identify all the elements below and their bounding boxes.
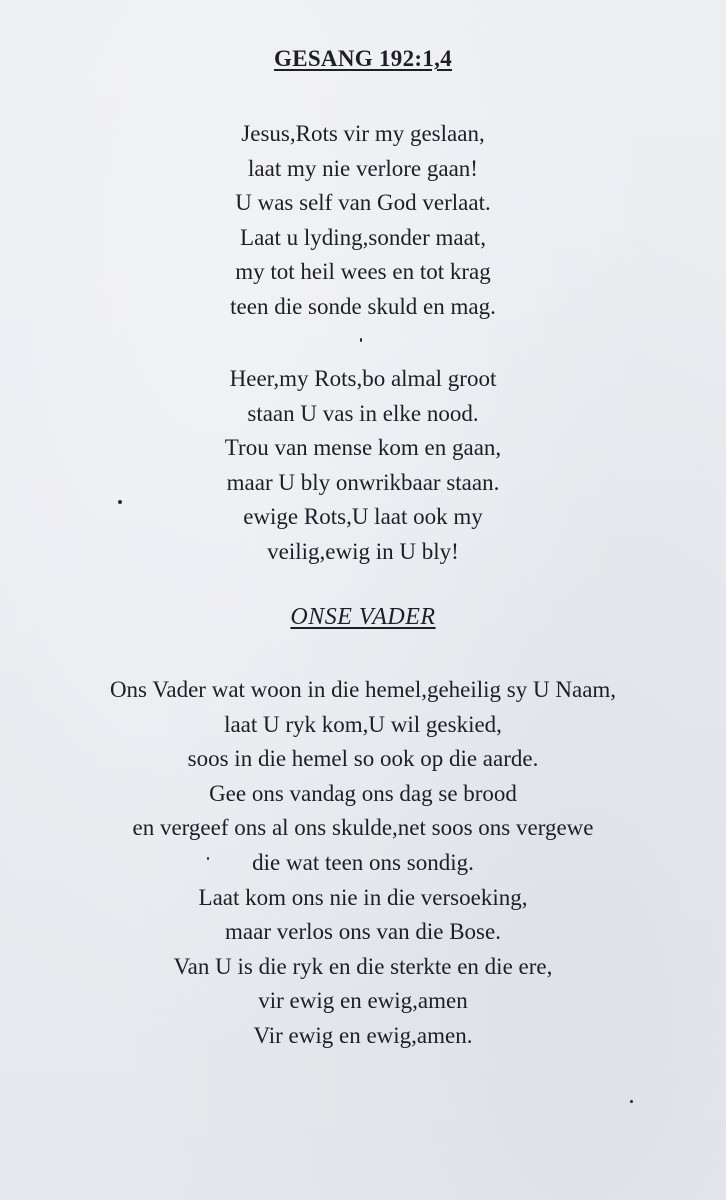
- verse-line: maar U bly onwrikbaar staan.: [226, 469, 500, 495]
- prayer-line: en vergeef ons al ons skulde,net soos ons vergewe: [132, 815, 594, 841]
- verse-line: veilig,ewig in U bly!: [267, 538, 459, 564]
- prayer-line: laat U ryk kom,U wil geskied,: [224, 711, 502, 737]
- prayer-line: soos in die hemel so ook op die aarde.: [187, 746, 539, 772]
- paper-speck: [630, 1100, 633, 1103]
- paper-speck: [118, 500, 122, 504]
- prayer-text: [0, 673, 726, 1054]
- verse-line: my tot heil wees en tot krag: [235, 259, 491, 285]
- prayer-line: Ons Vader wat woon in die hemel,geheilig sy U Naam,: [109, 677, 617, 702]
- verse-line: U was self van God verlaat.: [235, 190, 491, 216]
- prayer-line: Vir ewig en ewig,amen.: [253, 1022, 473, 1048]
- verse-line: Laat u lyding,sonder maat,: [240, 224, 486, 250]
- verse-line: Jesus,Rots vir my geslaan,: [241, 121, 485, 146]
- verse-line: laat my nie verlore gaan!: [248, 155, 478, 181]
- prayer-line: Van U is die ryk en die sterkte en die ere,: [173, 953, 553, 979]
- prayer-line: die wat teen ons sondig.: [252, 849, 474, 875]
- prayer-line: Gee ons vandag ons dag se brood: [209, 780, 517, 806]
- prayer-line: vir ewig en ewig,amen: [258, 988, 468, 1014]
- hymn-title: GESANG 192:1,4: [274, 46, 452, 71]
- verse-line: teen die sonde skuld en mag.: [230, 293, 496, 319]
- verse-line: Trou van mense kom en gaan,: [224, 435, 502, 461]
- prayer-heading: ONSE VADER: [290, 604, 436, 630]
- hymn-stanza-2: [0, 362, 726, 570]
- verse-line: ewige Rots,U laat ook my: [243, 504, 483, 530]
- prayer-line: Laat kom ons nie in die versoeking,: [198, 884, 528, 910]
- paper-speck: [207, 857, 209, 860]
- hymn-stanza-1: [0, 117, 726, 325]
- paper-speck: [360, 338, 362, 342]
- verse-line: Heer,my Rots,bo almal groot: [229, 366, 497, 391]
- verse-line: staan U vas in elke nood.: [247, 400, 479, 426]
- prayer-line: maar verlos ons van die Bose.: [225, 919, 501, 945]
